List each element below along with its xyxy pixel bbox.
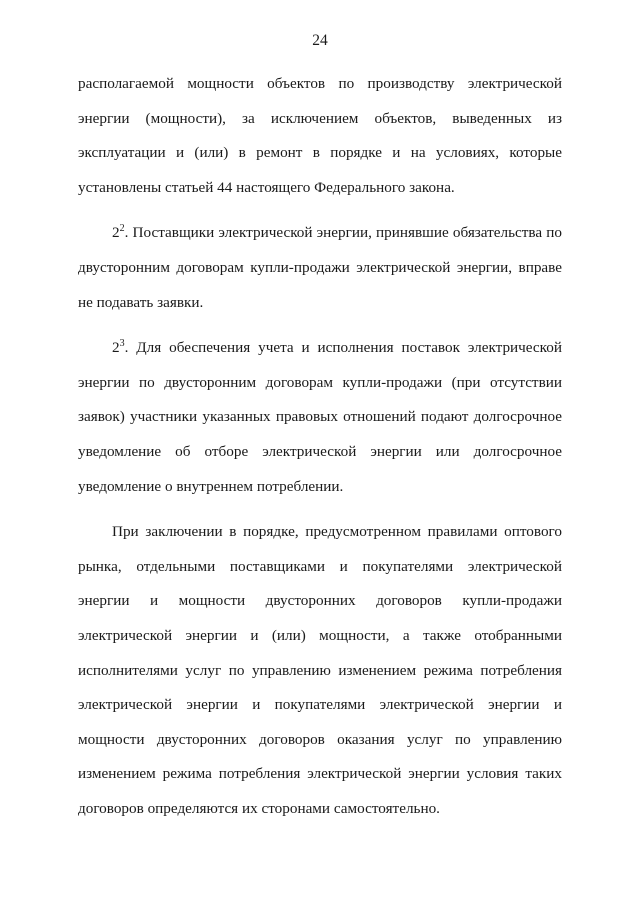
clause-superscript: 2 xyxy=(119,223,125,235)
paragraph-continuation: располагаемой мощности объектов по производству электрической энергии (мощности), за исключением объектов, выведенных из эксплуатации и (или) в ремонт в порядке и на условиях, которые установлены статьей 44 настоящего Федерального закона. xyxy=(78,75,562,196)
clause-superscript: 3 xyxy=(119,338,125,350)
paragraph-bilateral-contracts: При заключении в порядке, предусмотренном правилами оптового рынка, отдельными поставщиками и покупателями электрической энергии и мощности двусторонних договоров купли-продажи электрической энергии и (или) мощности, а также отобранными исполнителями услуг по управлению изменением режима потребления электрической энергии и покупателями электрической энергии и мощности двусторонних договоров оказания услуг по управлению изменением режима потребления электрической энергии условия таких договоров определяются их сторонами самостоятельно. xyxy=(78,523,562,817)
clause-text: . Для обеспечения учета и исполнения поставок электрической энергии по двусторонним договорам купли-продажи (при отсутствии заявок) участники указанных правовых отношений подают долгосрочное уведомление об отборе электрической энергии или долгосрочное уведомление о внутреннем потреблении. xyxy=(78,339,562,495)
paragraph-article-2-2 xyxy=(78,216,562,320)
clause-number: 2 xyxy=(112,339,120,357)
clause-text: . Поставщики электрической энергии, принявшие обязательства по двусторонним договорам купли-продажи электрической энергии, вправе не подавать заявки. xyxy=(78,224,562,311)
clause-number: 2 xyxy=(112,224,120,242)
paragraph-article-2-3 xyxy=(78,331,562,504)
document-body xyxy=(78,67,562,826)
page-number: 24 xyxy=(312,32,328,49)
